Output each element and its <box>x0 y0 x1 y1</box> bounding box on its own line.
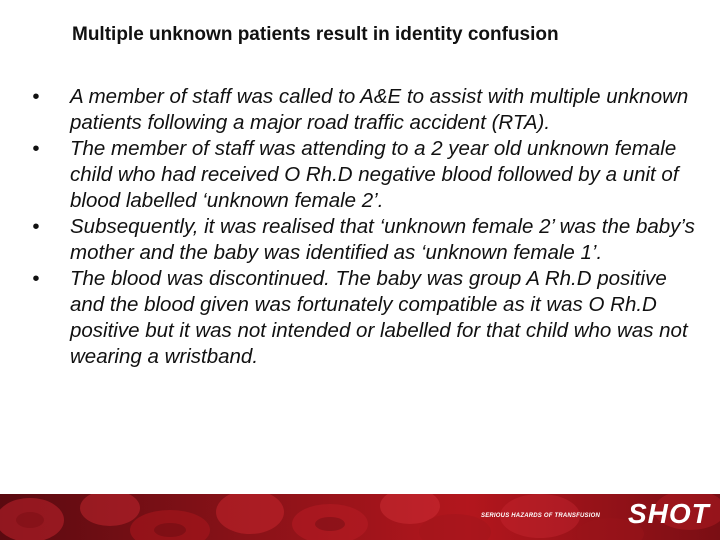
footer-band <box>0 494 720 540</box>
bullet-dot-icon: • <box>32 215 40 238</box>
bullet-text: Subsequently, it was realised that ‘unknown female 2’ was the baby’s mother and the baby was identified as ‘unknown female 1’. <box>70 215 695 264</box>
footer-tagline: SERIOUS HAZARDS OF TRANSFUSION <box>481 513 601 519</box>
bullet-text: A member of staff was called to A&E to assist with multiple unknown patients following a major road traffic accident (RTA). <box>70 85 689 134</box>
shot-logo: SHOT <box>628 498 710 529</box>
blood-cells-background-icon <box>0 494 720 540</box>
bullet-item <box>26 266 706 370</box>
bullet-item <box>26 214 706 266</box>
slide-title: Multiple unknown patients result in identity confusion <box>72 24 559 45</box>
bullet-dot-icon: • <box>32 137 40 160</box>
bullet-list <box>26 84 706 370</box>
bullet-item <box>26 136 706 214</box>
bullet-item <box>26 84 706 136</box>
bullet-dot-icon: • <box>32 85 40 108</box>
bullet-text: The member of staff was attending to a 2 year old unknown female child who had received O Rh.D negative blood followed by a unit of blood labelled ‘unknown female 2’. <box>70 137 679 212</box>
bullet-dot-icon: • <box>32 267 40 290</box>
bullet-text: The blood was discontinued. The baby was group A Rh.D positive and the blood given was fortunately compatible as it was O Rh.D positive but it was not intended or labelled for that child who was not wearing a wristband. <box>70 267 688 368</box>
